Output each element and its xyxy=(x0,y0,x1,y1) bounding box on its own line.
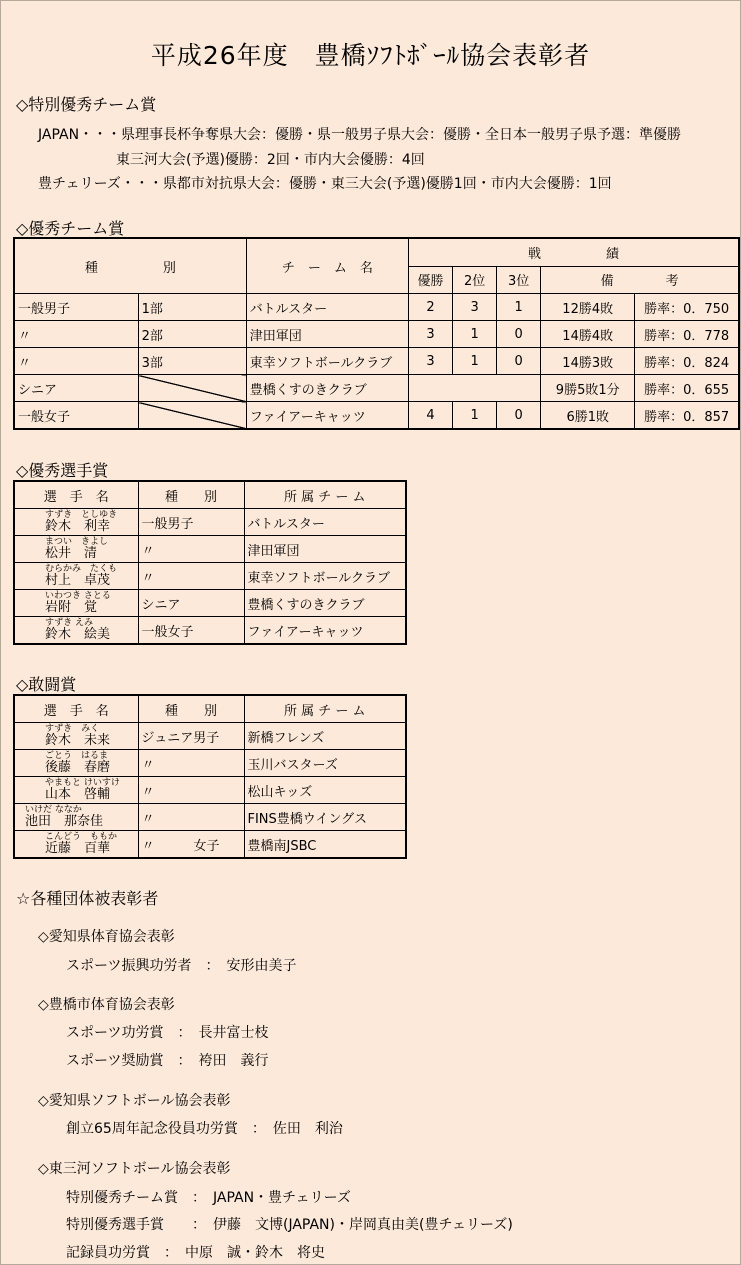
player-category: 一般男子 xyxy=(138,509,244,536)
player-name-reading: ごとう はるま xyxy=(45,751,109,761)
row-division: 2部 xyxy=(138,321,246,348)
table-row xyxy=(14,563,406,590)
player-name-kanji: 鈴木 絵美 xyxy=(45,627,111,642)
player-name-reading: いわつき さとる xyxy=(45,591,111,601)
player-name-reading: まつい きよし xyxy=(45,537,109,547)
player-award-table xyxy=(13,480,407,645)
toyohashi-sports-assoc-heading: ◇豊橋市体育協会表彰 xyxy=(38,997,175,1013)
player-name-kanji: 山本 啓輔 xyxy=(45,787,111,802)
fighting-award-heading: ◇敢闘賞 xyxy=(16,675,77,694)
table-row xyxy=(14,617,406,645)
row-win-loss: 12勝4敗 xyxy=(541,294,635,321)
header-player-category: 種 別 xyxy=(138,695,244,723)
aichi-sports-assoc-heading: ◇愛知県体育協会表彰 xyxy=(38,929,175,945)
row-win-rate: 勝率：0．655 xyxy=(635,375,739,402)
table-row xyxy=(14,348,739,375)
row-team: バトルスター xyxy=(246,294,408,321)
row-second: 1 xyxy=(453,348,497,375)
page-title: 平成26年度 豊橋ｿﾌﾄﾎﾞｰﾙ協会表彰者 xyxy=(150,41,591,70)
header-player-team: 所 属 チ ー ム xyxy=(244,481,406,509)
row-team: 津田軍団 xyxy=(246,321,408,348)
header-second: 2位 xyxy=(453,266,497,294)
table-row xyxy=(14,723,406,750)
table-row xyxy=(14,321,739,348)
row-division: 1部 xyxy=(138,294,246,321)
player-name-reading: やまもと けいすけ xyxy=(45,778,120,788)
row-team: 豊橋くすのきクラブ xyxy=(246,375,408,402)
row-first: 4 xyxy=(409,402,453,430)
player-category: 〃 xyxy=(138,777,244,804)
player-name xyxy=(14,750,138,777)
row-first: 3 xyxy=(409,348,453,375)
row-second: 1 xyxy=(453,402,497,430)
team-award-heading: ◇優秀チーム賞 xyxy=(16,219,125,238)
player-name-kanji: 鈴木 利幸 xyxy=(45,519,111,534)
row-category: 〃 xyxy=(14,321,138,348)
player-category: 〃 xyxy=(138,563,244,590)
player-name xyxy=(14,563,138,590)
award-line: 創立65周年記念役員功労賞 ： 佐田 利治 xyxy=(66,1121,343,1137)
row-win-loss: 14勝4敗 xyxy=(541,321,635,348)
header-player-team: 所 属 チ ー ム xyxy=(244,695,406,723)
row-third: 0 xyxy=(497,321,541,348)
row-win-rate: 勝率：0．824 xyxy=(635,348,739,375)
player-name-reading: すずき えみ xyxy=(45,618,93,628)
player-team: 豊橋くすのきクラブ xyxy=(244,590,406,617)
player-name-kanji: 池田 那奈佳 xyxy=(25,814,104,829)
player-team: ファイアーキャッツ xyxy=(244,617,406,645)
row-third: 0 xyxy=(497,348,541,375)
table-row xyxy=(14,590,406,617)
player-name-kanji: 岩附 覚 xyxy=(45,600,98,615)
row-team: 東幸ソフトボールクラブ xyxy=(246,348,408,375)
player-team: バトルスター xyxy=(244,509,406,536)
player-name-kanji: 鈴木 未来 xyxy=(45,733,111,748)
player-category: 〃 xyxy=(138,750,244,777)
player-name xyxy=(14,590,138,617)
player-name-reading: いけだ ななか xyxy=(25,805,82,815)
player-team: 豊橋南JSBC xyxy=(244,831,406,859)
row-category: 〃 xyxy=(14,348,138,375)
player-name xyxy=(14,536,138,563)
row-win-rate: 勝率：0．778 xyxy=(635,321,739,348)
fighting-award-table xyxy=(13,694,407,859)
header-first: 優勝 xyxy=(409,266,453,294)
player-category: 〃 xyxy=(138,804,244,831)
row-division-slash xyxy=(138,402,246,430)
player-name xyxy=(14,804,138,831)
row-win-loss: 14勝3敗 xyxy=(541,348,635,375)
player-team: 玉川バスターズ xyxy=(244,750,406,777)
table-row xyxy=(14,294,739,321)
table-row xyxy=(14,402,739,430)
row-category: 一般女子 xyxy=(14,402,138,430)
header-player-name: 選 手 名 xyxy=(14,695,138,723)
row-win-rate: 勝率：0．857 xyxy=(635,402,739,430)
row-category: 一般男子 xyxy=(14,294,138,321)
row-category: シニア xyxy=(14,375,138,402)
table-row xyxy=(14,804,406,831)
row-division-slash xyxy=(138,375,246,402)
player-category: ジュニア男子 xyxy=(138,723,244,750)
row-win-loss: 6勝1敗 xyxy=(541,402,635,430)
special-japan-line: JAPAN・・・県理事長杯争奪県大会：優勝・県一般男子県大会：優勝・全日本一般男子県予選：準優勝 xyxy=(38,127,682,143)
header-player-category: 種 別 xyxy=(138,481,244,509)
header-notes: 備 考 xyxy=(541,266,739,294)
player-name-reading: すずき みく xyxy=(45,724,100,734)
team-award-table xyxy=(13,237,740,430)
special-cherries-line: 豊チェリーズ・・・県都市対抗県大会：優勝・東三大会(予選)優勝1回・市内大会優勝：1回 xyxy=(38,176,612,192)
player-name xyxy=(14,509,138,536)
award-line: 特別優秀チーム賞 ： JAPAN・豊チェリーズ xyxy=(66,1190,351,1206)
player-team: 東幸ソフトボールクラブ xyxy=(244,563,406,590)
row-results-empty xyxy=(409,375,541,402)
player-name-kanji: 近藤 百華 xyxy=(45,841,111,856)
special-team-award-heading: ◇特別優秀チーム賞 xyxy=(16,95,157,114)
header-team-name: チ ー ム 名 xyxy=(246,238,408,294)
table-row xyxy=(14,536,406,563)
row-third: 1 xyxy=(497,294,541,321)
header-category: 種 別 xyxy=(14,238,246,294)
player-name-reading: こんどう ももか xyxy=(45,832,118,842)
table-row xyxy=(14,777,406,804)
player-category: 〃 女子 xyxy=(138,831,244,859)
player-name xyxy=(14,777,138,804)
player-name xyxy=(14,831,138,859)
row-second: 1 xyxy=(453,321,497,348)
player-team: 新橋フレンズ xyxy=(244,723,406,750)
player-team: 松山キッズ xyxy=(244,777,406,804)
player-name-kanji: 松井 清 xyxy=(45,546,98,561)
player-team: 津田軍団 xyxy=(244,536,406,563)
award-line: スポーツ奨励賞 ： 袴田 義行 xyxy=(66,1053,269,1069)
header-record: 戦 績 xyxy=(409,238,739,266)
award-line: 記録員功労賞 ： 中原 誠・鈴木 将史 xyxy=(66,1245,325,1261)
player-name-kanji: 村上 卓茂 xyxy=(45,573,111,588)
row-team: ファイアーキャッツ xyxy=(246,402,408,430)
special-japan-line2: 東三河大会(予選)優勝：2回・市内大会優勝：4回 xyxy=(116,152,425,168)
award-line: スポーツ功労賞 ： 長井富士枝 xyxy=(66,1025,269,1041)
header-player-name: 選 手 名 xyxy=(14,481,138,509)
row-first: 3 xyxy=(409,321,453,348)
player-team: FINS豊橋ウイングス xyxy=(244,804,406,831)
player-name-reading: すずき としゆき xyxy=(45,510,118,520)
row-third: 0 xyxy=(497,402,541,430)
player-name-reading: むらかみ たくも xyxy=(45,564,118,574)
player-name xyxy=(14,723,138,750)
award-line: スポーツ振興功労者 ： 安形由美子 xyxy=(66,958,297,974)
row-win-rate: 勝率：0．750 xyxy=(635,294,739,321)
player-name-kanji: 後藤 春磨 xyxy=(45,760,111,775)
player-category: シニア xyxy=(138,590,244,617)
header-third: 3位 xyxy=(497,266,541,294)
player-name xyxy=(14,617,138,645)
row-first: 2 xyxy=(409,294,453,321)
table-row xyxy=(14,750,406,777)
player-category: 〃 xyxy=(138,536,244,563)
row-division: 3部 xyxy=(138,348,246,375)
table-row xyxy=(14,831,406,859)
table-row xyxy=(14,509,406,536)
player-category: 一般女子 xyxy=(138,617,244,645)
external-awards-heading: ☆各種団体被表彰者 xyxy=(16,889,159,908)
row-win-loss: 9勝5敗1分 xyxy=(541,375,635,402)
higashimikawa-softball-assoc-heading: ◇東三河ソフトボール協会表彰 xyxy=(38,1161,231,1177)
award-line: 特別優秀選手賞 ： 伊藤 文博(JAPAN)・岸岡真由美(豊チェリーズ) xyxy=(66,1217,513,1233)
player-award-heading: ◇優秀選手賞 xyxy=(16,461,109,480)
row-second: 3 xyxy=(453,294,497,321)
aichi-softball-assoc-heading: ◇愛知県ソフトボール協会表彰 xyxy=(38,1093,231,1109)
table-row xyxy=(14,375,739,402)
